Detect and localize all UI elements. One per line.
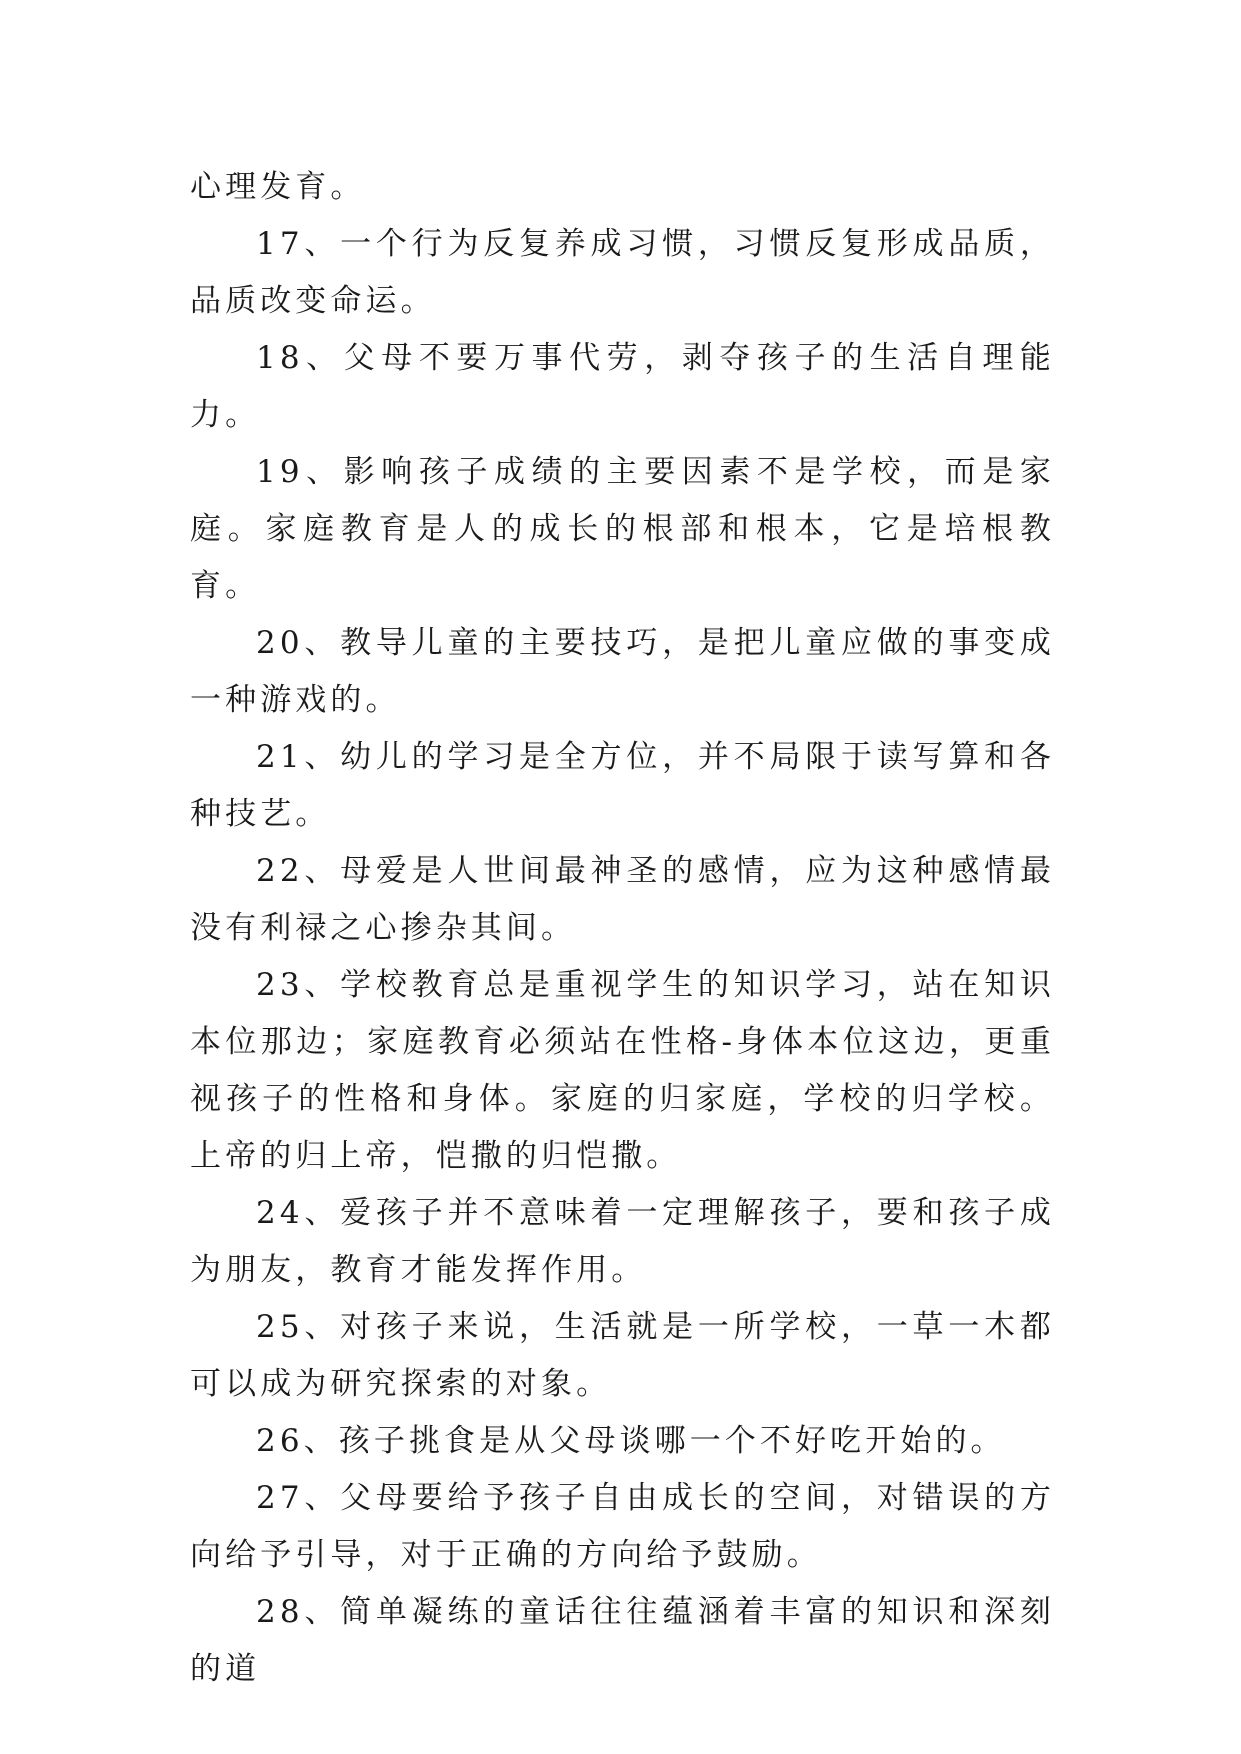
paragraph-28: 28、简单凝练的童话往往蕴涵着丰富的知识和深刻的道 [190,1594,1055,1687]
paragraph-25: 25、对孩子来说，生活就是一所学校，一草一木都可以成为研究探索的对象。 [190,1309,1055,1402]
paragraph-23: 23、学校教育总是重视学生的知识学习，站在知识本位那边；家庭教育必须站在性格-身体本位这边，更重视孩子的性格和身体。家庭的归家庭，学校的归学校。上帝的归上帝，恺撒的归恺撒。 [190,967,1055,1174]
paragraph-17: 17、一个行为反复养成习惯，习惯反复形成品质，品质改变命运。 [190,226,1055,319]
paragraph-18: 18、父母不要万事代劳，剥夺孩子的生活自理能力。 [190,340,1055,433]
paragraph-19: 19、影响孩子成绩的主要因素不是学校，而是家庭。家庭教育是人的成长的根部和根本，它是培根教育。 [190,454,1055,604]
paragraph-27: 27、父母要给予孩子自由成长的空间，对错误的方向给予引导，对于正确的方向给予鼓励。 [190,1480,1055,1573]
paragraph-24: 24、爱孩子并不意味着一定理解孩子，要和孩子成为朋友，教育才能发挥作用。 [190,1195,1055,1288]
paragraph-26: 26、孩子挑食是从父母谈哪一个不好吃开始的。 [256,1423,1006,1459]
paragraph-20: 20、教导儿童的主要技巧，是把儿童应做的事变成一种游戏的。 [190,625,1055,718]
paragraph-continuation: 心理发育。 [190,169,366,205]
document-body [190,159,1055,1698]
paragraph-21: 21、幼儿的学习是全方位，并不局限于读写算和各种技艺。 [190,739,1055,832]
paragraph-22: 22、母爱是人世间最神圣的感情，应为这种感情最没有利禄之心掺杂其间。 [190,853,1055,946]
